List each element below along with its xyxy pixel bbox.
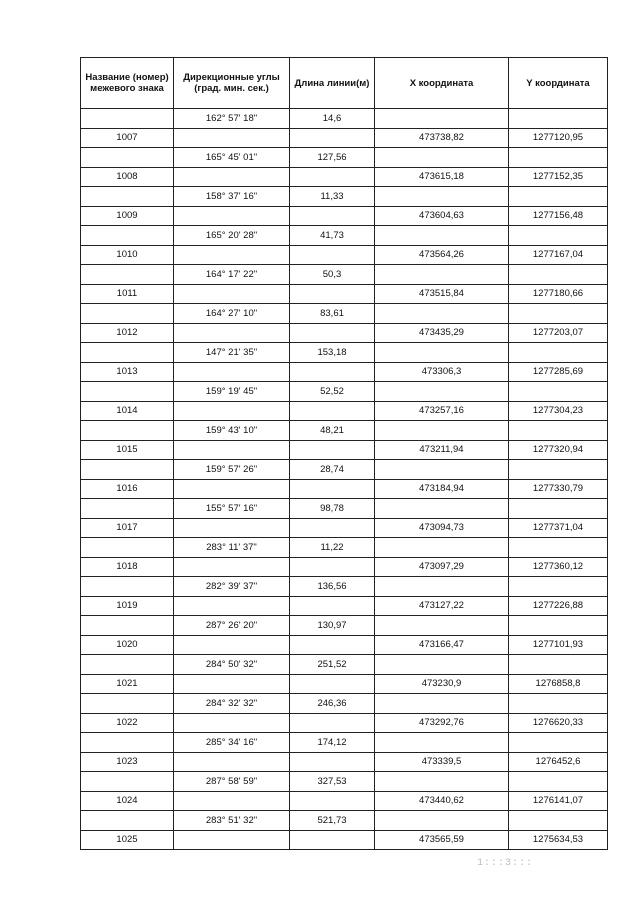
x-coordinate-cell: 473435,29 [375,323,509,343]
angle-cell [174,206,290,226]
y-coordinate-cell: 1277203,07 [509,323,608,343]
table-row [81,733,608,753]
angle-cell: 155° 57' 16" [174,499,290,519]
angle-cell [174,362,290,382]
length-cell: 246,36 [290,694,375,714]
table-row [81,206,608,226]
angle-cell [174,128,290,148]
angle-cell: 164° 17' 22" [174,265,290,285]
angle-cell [174,440,290,460]
x-coordinate-cell: 473738,82 [375,128,509,148]
length-cell: 11,33 [290,187,375,207]
point-name-cell: 1016 [81,479,174,499]
point-name-cell [81,382,174,402]
length-cell [290,128,375,148]
table-row [81,499,608,519]
point-name-cell: 1017 [81,518,174,538]
table-row [81,811,608,831]
angle-cell: 158° 37' 16" [174,187,290,207]
angle-cell [174,713,290,733]
y-coordinate-cell: 1277320,94 [509,440,608,460]
length-cell: 130,97 [290,616,375,636]
x-coordinate-cell [375,148,509,168]
x-coordinate-cell [375,460,509,480]
length-cell [290,674,375,694]
x-coordinate-cell [375,694,509,714]
angle-cell: 164° 27' 10" [174,304,290,324]
table-row [81,343,608,363]
angle-cell: 282° 39' 37" [174,577,290,597]
point-name-cell [81,694,174,714]
x-coordinate-cell: 473094,73 [375,518,509,538]
table-row [81,655,608,675]
x-coordinate-cell [375,733,509,753]
angle-cell [174,284,290,304]
point-name-cell: 1008 [81,167,174,187]
length-cell [290,557,375,577]
y-coordinate-cell: 1275634,53 [509,830,608,850]
length-cell: 52,52 [290,382,375,402]
point-name-cell [81,226,174,246]
angle-cell [174,323,290,343]
y-coordinate-cell [509,187,608,207]
length-cell: 14,6 [290,109,375,129]
table-row [81,694,608,714]
x-coordinate-cell: 473257,16 [375,401,509,421]
table-row [81,245,608,265]
angle-cell: 165° 20' 28" [174,226,290,246]
table-row [81,713,608,733]
x-coordinate-cell [375,772,509,792]
y-coordinate-cell: 1276452,6 [509,752,608,772]
angle-cell [174,245,290,265]
x-coordinate-cell: 473615,18 [375,167,509,187]
angle-cell [174,830,290,850]
x-coordinate-cell: 473515,84 [375,284,509,304]
y-coordinate-cell [509,265,608,285]
y-coordinate-cell [509,772,608,792]
point-name-cell: 1007 [81,128,174,148]
y-coordinate-cell: 1277371,04 [509,518,608,538]
angle-cell: 283° 11' 37" [174,538,290,558]
point-name-cell [81,772,174,792]
x-coordinate-cell [375,577,509,597]
table-row [81,577,608,597]
angle-cell: 284° 32' 32" [174,694,290,714]
point-name-cell [81,499,174,519]
table-row [81,362,608,382]
length-cell [290,440,375,460]
header-y: Y координата [509,58,608,109]
boundary-table [80,57,608,850]
table-row [81,772,608,792]
point-name-cell: 1010 [81,245,174,265]
y-coordinate-cell: 1277167,04 [509,245,608,265]
table-row [81,635,608,655]
y-coordinate-cell: 1277285,69 [509,362,608,382]
y-coordinate-cell: 1277360,12 [509,557,608,577]
x-coordinate-cell: 473440,62 [375,791,509,811]
point-name-cell: 1014 [81,401,174,421]
length-cell [290,635,375,655]
x-coordinate-cell: 473097,29 [375,557,509,577]
table-row [81,109,608,129]
length-cell [290,479,375,499]
x-coordinate-cell: 473339,5 [375,752,509,772]
angle-cell [174,791,290,811]
point-name-cell: 1013 [81,362,174,382]
length-cell: 48,21 [290,421,375,441]
x-coordinate-cell: 473292,76 [375,713,509,733]
y-coordinate-cell: 1277152,35 [509,167,608,187]
table-row [81,596,608,616]
point-name-cell [81,343,174,363]
x-coordinate-cell [375,265,509,285]
length-cell: 327,53 [290,772,375,792]
table-row [81,128,608,148]
x-coordinate-cell [375,187,509,207]
angle-cell: 159° 43' 10" [174,421,290,441]
length-cell [290,284,375,304]
y-coordinate-cell [509,109,608,129]
header-angle: Дирекционные углы (град. мин. сек.) [174,58,290,109]
point-name-cell [81,616,174,636]
angle-cell: 162° 57' 18" [174,109,290,129]
angle-cell [174,674,290,694]
y-coordinate-cell [509,343,608,363]
y-coordinate-cell: 1276141,07 [509,791,608,811]
table-row [81,791,608,811]
y-coordinate-cell [509,382,608,402]
point-name-cell [81,811,174,831]
table-row [81,518,608,538]
angle-cell: 159° 57' 26" [174,460,290,480]
length-cell [290,206,375,226]
x-coordinate-cell [375,616,509,636]
point-name-cell [81,187,174,207]
length-cell: 136,56 [290,577,375,597]
table-row [81,167,608,187]
table-row [81,265,608,285]
page-stamp: 1:::3::: [477,858,534,869]
angle-cell [174,635,290,655]
point-name-cell [81,538,174,558]
header-name: Название (номер) межевого знака [81,58,174,109]
length-cell [290,245,375,265]
y-coordinate-cell [509,616,608,636]
x-coordinate-cell: 473230,9 [375,674,509,694]
length-cell [290,596,375,616]
length-cell: 83,61 [290,304,375,324]
table-row [81,187,608,207]
table-row [81,304,608,324]
length-cell [290,167,375,187]
length-cell [290,401,375,421]
length-cell: 174,12 [290,733,375,753]
point-name-cell [81,421,174,441]
table-row [81,479,608,499]
y-coordinate-cell: 1276620,33 [509,713,608,733]
table-row [81,674,608,694]
x-coordinate-cell [375,304,509,324]
point-name-cell: 1012 [81,323,174,343]
length-cell: 127,56 [290,148,375,168]
angle-cell [174,518,290,538]
y-coordinate-cell: 1277156,48 [509,206,608,226]
table-row [81,440,608,460]
point-name-cell [81,733,174,753]
length-cell: 28,74 [290,460,375,480]
y-coordinate-cell [509,811,608,831]
angle-cell: 147° 21' 35" [174,343,290,363]
point-name-cell: 1025 [81,830,174,850]
angle-cell [174,596,290,616]
length-cell: 11,22 [290,538,375,558]
point-name-cell: 1011 [81,284,174,304]
x-coordinate-cell: 473604,63 [375,206,509,226]
angle-cell [174,557,290,577]
length-cell [290,518,375,538]
y-coordinate-cell [509,226,608,246]
table-row [81,830,608,850]
x-coordinate-cell [375,343,509,363]
length-cell: 251,52 [290,655,375,675]
y-coordinate-cell: 1276858,8 [509,674,608,694]
x-coordinate-cell: 473184,94 [375,479,509,499]
angle-cell: 287° 58' 59" [174,772,290,792]
table-row [81,557,608,577]
angle-cell [174,752,290,772]
table-row [81,752,608,772]
table-row [81,401,608,421]
point-name-cell: 1021 [81,674,174,694]
header-row [81,58,608,109]
header-x: X координата [375,58,509,109]
length-cell: 98,78 [290,499,375,519]
y-coordinate-cell: 1277330,79 [509,479,608,499]
x-coordinate-cell: 473564,26 [375,245,509,265]
angle-cell: 284° 50' 32" [174,655,290,675]
y-coordinate-cell: 1277101,93 [509,635,608,655]
point-name-cell [81,304,174,324]
angle-cell: 285° 34' 16" [174,733,290,753]
angle-cell: 165° 45' 01" [174,148,290,168]
x-coordinate-cell [375,421,509,441]
table-row [81,421,608,441]
y-coordinate-cell [509,577,608,597]
angle-cell: 287° 26' 20" [174,616,290,636]
y-coordinate-cell: 1277226,88 [509,596,608,616]
y-coordinate-cell [509,460,608,480]
length-cell [290,362,375,382]
x-coordinate-cell [375,811,509,831]
y-coordinate-cell [509,694,608,714]
table-row [81,323,608,343]
length-cell [290,791,375,811]
point-name-cell: 1024 [81,791,174,811]
point-name-cell [81,460,174,480]
table-row [81,382,608,402]
table-row [81,226,608,246]
y-coordinate-cell [509,499,608,519]
point-name-cell: 1015 [81,440,174,460]
length-cell [290,713,375,733]
point-name-cell [81,655,174,675]
point-name-cell: 1018 [81,557,174,577]
length-cell: 153,18 [290,343,375,363]
point-name-cell: 1019 [81,596,174,616]
angle-cell: 159° 19' 45" [174,382,290,402]
x-coordinate-cell [375,538,509,558]
x-coordinate-cell: 473306,3 [375,362,509,382]
angle-cell [174,167,290,187]
table-body [81,109,608,850]
table-row [81,460,608,480]
x-coordinate-cell: 473565,59 [375,830,509,850]
angle-cell: 283° 51' 32" [174,811,290,831]
y-coordinate-cell: 1277120,95 [509,128,608,148]
length-cell [290,752,375,772]
table-row [81,284,608,304]
point-name-cell [81,265,174,285]
point-name-cell: 1023 [81,752,174,772]
x-coordinate-cell [375,382,509,402]
angle-cell [174,401,290,421]
x-coordinate-cell: 473127,22 [375,596,509,616]
point-name-cell [81,109,174,129]
y-coordinate-cell [509,304,608,324]
y-coordinate-cell [509,733,608,753]
table-row [81,148,608,168]
y-coordinate-cell: 1277304,23 [509,401,608,421]
x-coordinate-cell [375,655,509,675]
x-coordinate-cell [375,226,509,246]
point-name-cell: 1020 [81,635,174,655]
y-coordinate-cell [509,421,608,441]
point-name-cell: 1022 [81,713,174,733]
y-coordinate-cell [509,538,608,558]
x-coordinate-cell [375,499,509,519]
y-coordinate-cell [509,655,608,675]
y-coordinate-cell [509,148,608,168]
point-name-cell [81,577,174,597]
point-name-cell [81,148,174,168]
x-coordinate-cell [375,109,509,129]
table-row [81,538,608,558]
table-row [81,616,608,636]
length-cell: 521,73 [290,811,375,831]
x-coordinate-cell: 473211,94 [375,440,509,460]
header-length: Длина линии(м) [290,58,375,109]
angle-cell [174,479,290,499]
length-cell: 41,73 [290,226,375,246]
length-cell [290,323,375,343]
y-coordinate-cell: 1277180,66 [509,284,608,304]
point-name-cell: 1009 [81,206,174,226]
length-cell: 50,3 [290,265,375,285]
x-coordinate-cell: 473166,47 [375,635,509,655]
length-cell [290,830,375,850]
